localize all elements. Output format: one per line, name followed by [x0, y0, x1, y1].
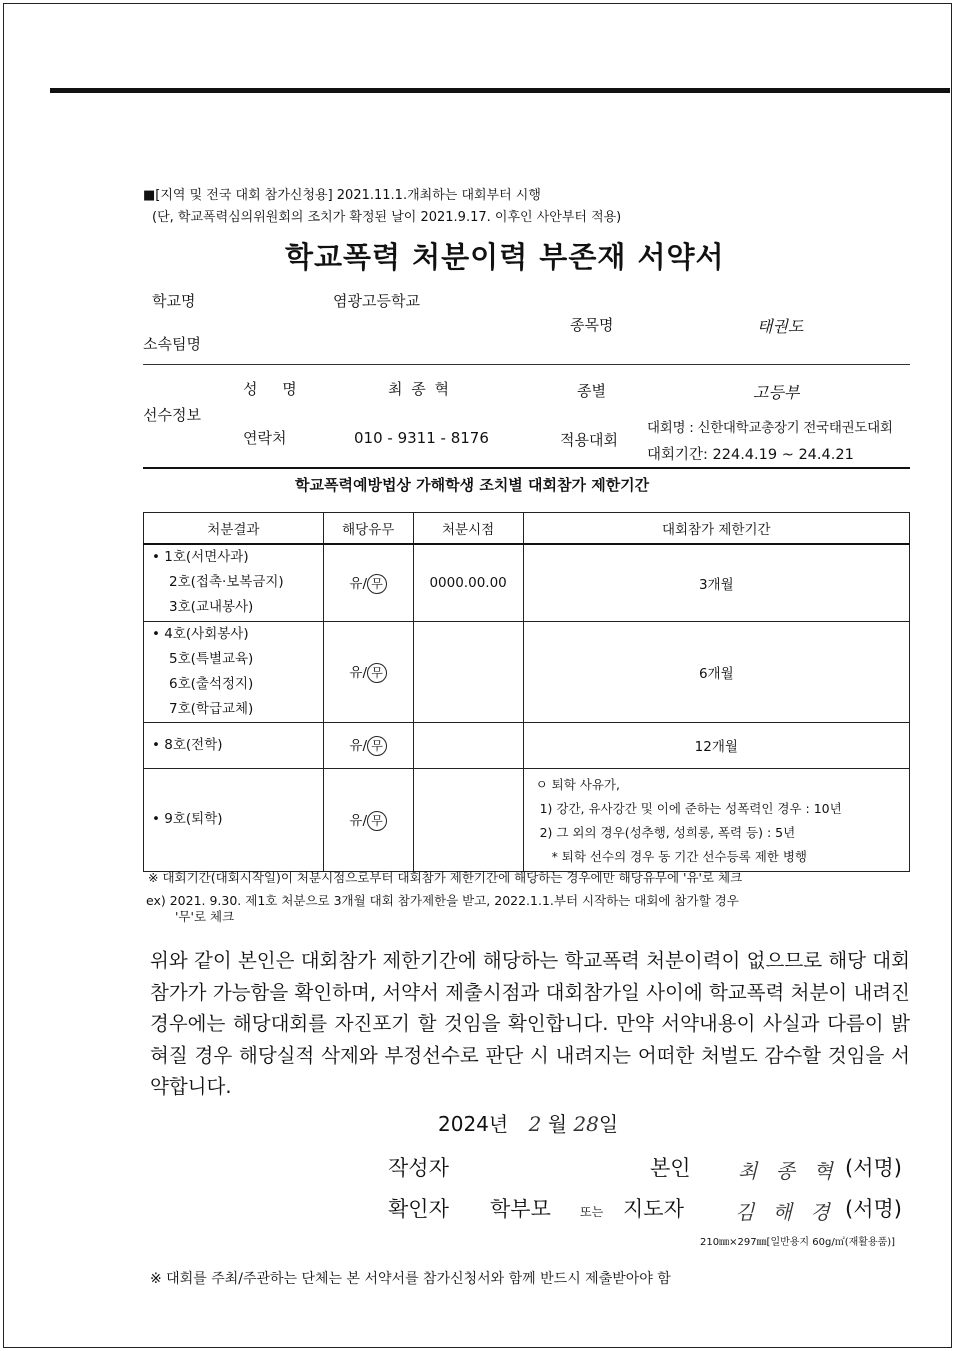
no-option-circled[interactable]: 무 — [367, 574, 387, 594]
measure-item: • 4호(사회봉사) — [152, 625, 249, 642]
result-cell — [144, 544, 324, 621]
result-cell — [144, 768, 324, 871]
name-label: 성 명 — [243, 380, 307, 398]
header-applicable: 해당유무 — [323, 513, 413, 545]
date-cell — [413, 621, 523, 722]
note-2: ex) 2021. 9.30. 제1호 처분으로 3개월 대회 참가제한을 받고, 2022.1.1.부터 시작하는 대회에 참가할 경우 — [146, 893, 739, 908]
measure-item: 6호(출석정지) — [169, 675, 254, 692]
table-row — [144, 544, 910, 621]
applicable-cell[interactable] — [323, 768, 413, 871]
top-rule — [50, 88, 950, 93]
date-cell — [413, 722, 523, 768]
yes-option[interactable]: 유/ — [349, 575, 367, 592]
measure-item: • 1호(서면사과) — [152, 549, 249, 566]
school-label: 학교명 — [152, 292, 196, 310]
or-text: 또는 — [580, 1205, 604, 1219]
measure-item: • 9호(퇴학) — [152, 811, 223, 827]
header-period: 대회참가 제한기간 — [523, 513, 909, 545]
table-row — [144, 621, 910, 722]
self-label: 본인 — [650, 1156, 691, 1180]
date-day: 28 — [573, 1112, 599, 1136]
event-value: 태권도 — [757, 317, 804, 336]
table-row — [144, 768, 910, 871]
school-value: 염광고등학교 — [333, 292, 420, 310]
header-date: 처분시점 — [413, 513, 523, 545]
notice-line-2: (단, 학교폭력심의위원회의 조치가 확정된 날이 2021.9.17. 이후인 사안부터 적용) — [152, 210, 622, 225]
restriction-table — [143, 512, 910, 872]
period-line: * 퇴학 선수의 경우 동 기간 선수등록 제한 병행 — [551, 848, 807, 864]
measure-item: 3호(교내봉사) — [169, 599, 254, 616]
notice-line-1: ■[지역 및 전국 대회 참가신청용] 2021.11.1.개최하는 대회부터 시행 — [143, 188, 541, 203]
date-line — [438, 1108, 618, 1137]
event-label: 종목명 — [570, 316, 614, 334]
measure-item: 2호(접촉·보복금지) — [169, 574, 284, 591]
division-label: 종별 — [577, 382, 606, 400]
competition-name: 대회명 : 신한대학교총장기 전국태권도대회 — [647, 420, 893, 436]
period-cell — [523, 768, 909, 871]
team-label: 소속팀명 — [143, 335, 201, 353]
coach-label: 지도자 — [623, 1197, 684, 1221]
contact-value: 010 - 9311 - 8176 — [354, 429, 489, 447]
applicable-cell[interactable] — [323, 621, 413, 722]
period-cell: 12개월 — [523, 722, 909, 768]
sign-mark: (서명) — [845, 1156, 902, 1180]
contact-label: 연락처 — [243, 429, 287, 447]
no-option-circled[interactable]: 무 — [367, 811, 387, 831]
pledge-paragraph: 위와 같이 본인은 대회참가 제한기간에 해당하는 학교폭력 처분이력이 없으므로 해당 대회 참가가 가능함을 확인하며, 서약서 제출시점과 대회참가일 사이에 학교폭력 처분이 내려진 경우에는 해당대회를 자진포기 할 것임을 확인합니다. 만약 서약내용이 사실과 다름이 밝혀질 경우 해당실적 삭제와 부정선수로 판단 시 내려지는 어떠한 처벌도 감수할 것임을 서약합니다. — [150, 949, 910, 1098]
paper-spec: 210㎜×297㎜[일반용지 60g/㎡(재활용품)] — [700, 1237, 896, 1248]
competition-label: 적용대회 — [560, 431, 618, 449]
table-title: 학교폭력예방법상 가해학생 조치별 대회참가 제한기간 — [295, 476, 650, 494]
date-cell: 0000.00.00 — [413, 544, 523, 621]
date-cell — [413, 768, 523, 871]
no-option-circled[interactable]: 무 — [367, 736, 387, 756]
divider — [143, 467, 910, 469]
self-signature[interactable]: 최 종 혁 — [738, 1159, 839, 1183]
header-result: 처분결과 — [144, 513, 324, 545]
date-month: 2 — [528, 1112, 542, 1136]
divider — [143, 364, 910, 365]
author-label: 작성자 — [388, 1156, 449, 1180]
competition-period: 대회기간: 224.4.19 ~ 24.4.21 — [647, 447, 854, 463]
sign-mark: (서명) — [845, 1197, 902, 1221]
confirmer-label: 확인자 — [388, 1197, 449, 1221]
date-year: 2024 — [438, 1112, 489, 1136]
result-cell — [144, 722, 324, 768]
name-value: 최 종 혁 — [388, 380, 452, 398]
note-1: ※ 대회기간(대회시작일)이 처분시점으로부터 대회참가 제한기간에 해당하는 경우에만 해당유무에 '유'로 체크 — [148, 870, 743, 885]
athlete-section-label: 선수정보 — [143, 406, 201, 424]
yes-option[interactable]: 유/ — [349, 664, 367, 681]
period-line: 1) 강간, 유사강간 및 이에 준하는 성폭력인 경우 : 10년 — [539, 800, 842, 816]
period-cell: 3개월 — [523, 544, 909, 621]
date-day-unit: 일 — [598, 1112, 619, 1136]
applicable-cell[interactable] — [323, 544, 413, 621]
coach-signature[interactable]: 김 해 경 — [735, 1200, 836, 1224]
table-header-row — [144, 513, 910, 545]
period-cell: 6개월 — [523, 621, 909, 722]
yes-option[interactable]: 유/ — [349, 812, 367, 829]
document-title: 학교폭력 처분이력 부존재 서약서 — [285, 240, 725, 274]
measure-item: 7호(학급교체) — [169, 700, 254, 717]
table-row — [144, 722, 910, 768]
yes-option[interactable]: 유/ — [349, 738, 367, 754]
date-month-unit: 월 — [547, 1112, 568, 1136]
note-3: '무'로 체크 — [175, 909, 235, 924]
measure-item: 5호(특별교육) — [169, 650, 254, 667]
date-year-unit: 년 — [488, 1112, 509, 1136]
parent-label: 학부모 — [490, 1197, 551, 1221]
no-option-circled[interactable]: 무 — [367, 663, 387, 683]
period-line: ㅇ 퇴학 사유가, — [535, 776, 620, 792]
period-line: 2) 그 외의 경우(성추행, 성희롱, 폭력 등) : 5년 — [539, 824, 796, 840]
applicable-cell[interactable] — [323, 722, 413, 768]
result-cell — [144, 621, 324, 722]
footer-note: ※ 대회를 주최/주관하는 단체는 본 서약서를 참가신청서와 함께 반드시 제출받아야 함 — [150, 1271, 671, 1287]
division-value: 고등부 — [753, 383, 800, 402]
measure-item: • 8호(전학) — [152, 736, 223, 753]
